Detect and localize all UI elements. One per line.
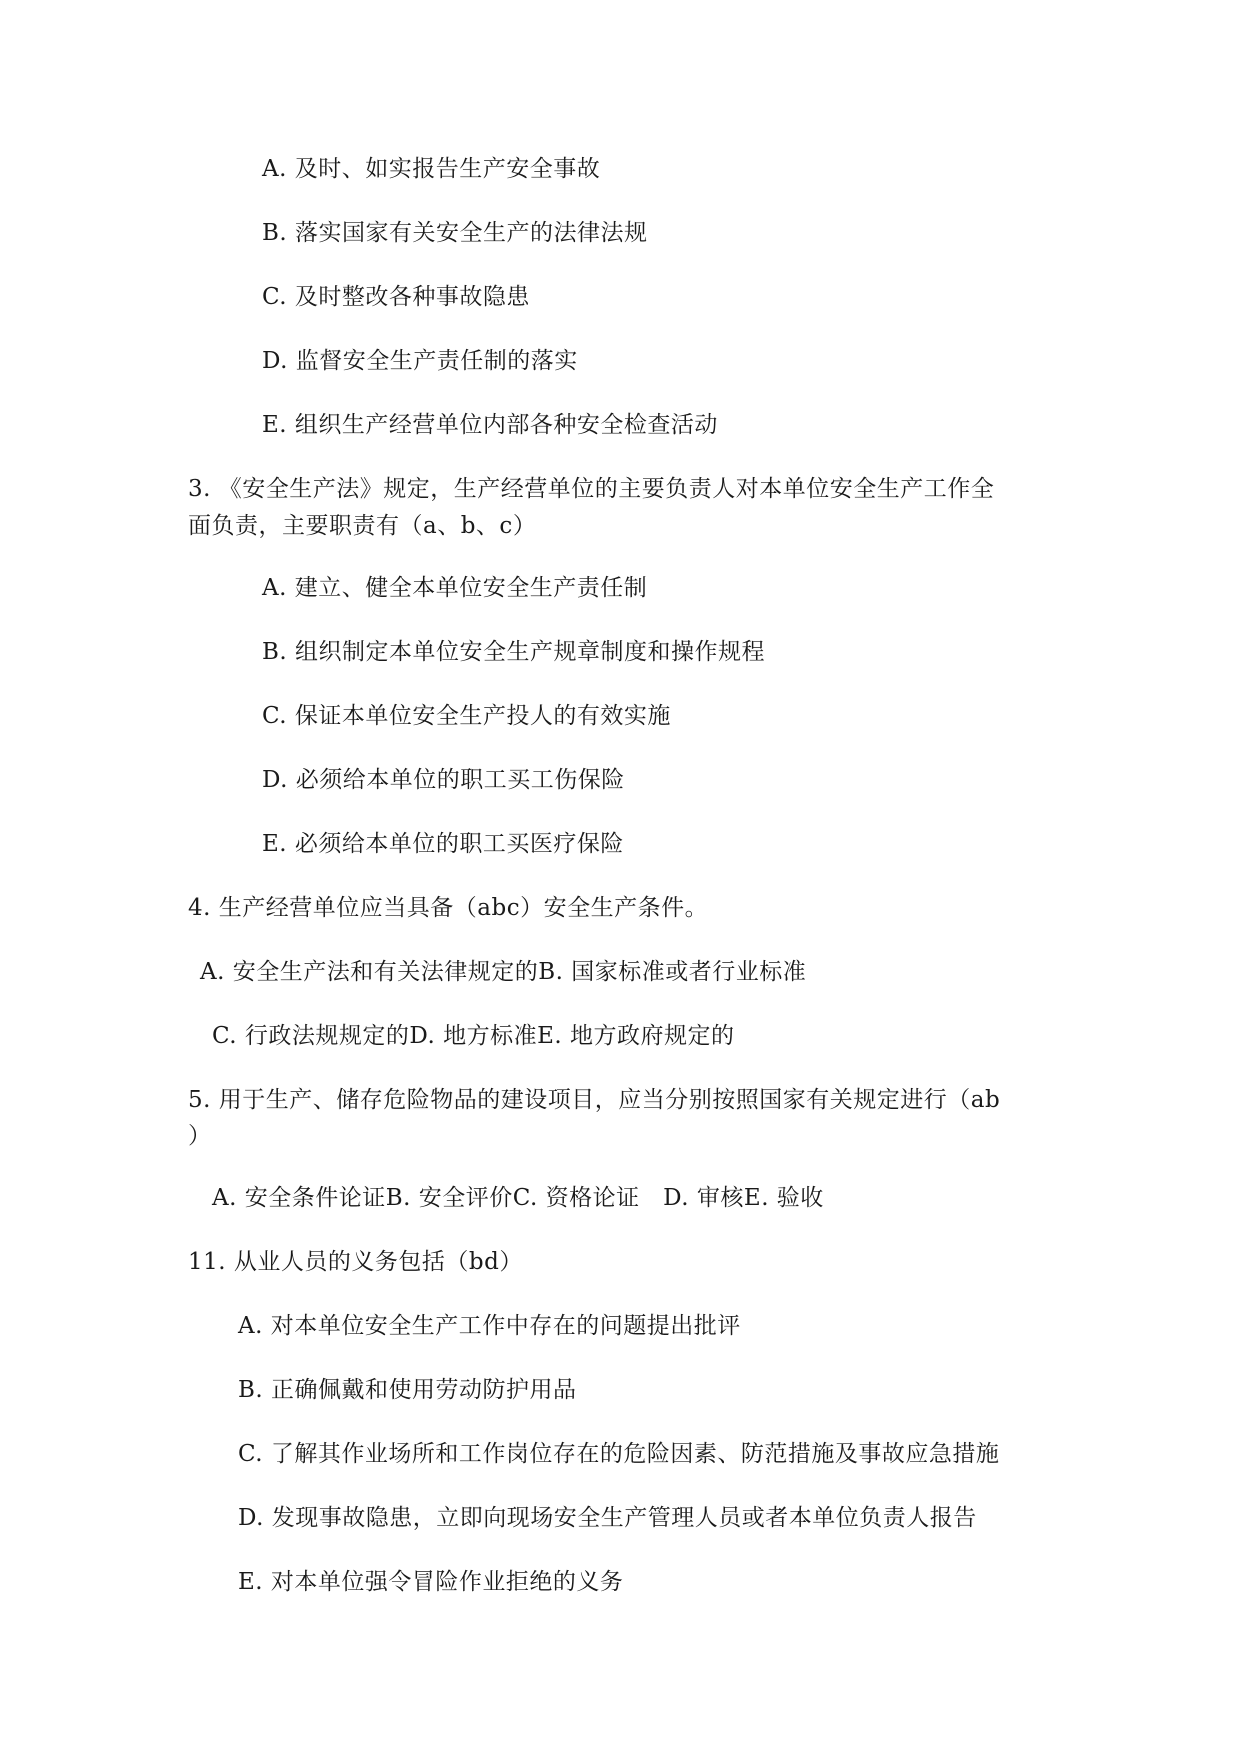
question-3-stem: 3. 《安全生产法》规定，生产经营单位的主要负责人对本单位安全生产工作全 xyxy=(188,476,995,502)
question-4-options-line1: A. 安全生产法和有关法律规定的B. 国家标准或者行业标准 xyxy=(200,959,807,985)
question-3-option-d: D. 必须给本单位的职工买工伤保险 xyxy=(262,767,625,793)
question-11-option-d: D. 发现事故隐患，立即向现场安全生产管理人员或者本单位负责人报告 xyxy=(238,1505,977,1531)
question-11-option-c: C. 了解其作业场所和工作岗位存在的危险因素、防范措施及事故应急措施 xyxy=(238,1441,1000,1467)
option-d: D. 监督安全生产责任制的落实 xyxy=(262,348,578,374)
option-e: E. 组织生产经营单位内部各种安全检查活动 xyxy=(262,412,718,438)
question-11-option-e: E. 对本单位强令冒险作业拒绝的义务 xyxy=(238,1569,624,1595)
question-11-stem: 11. 从业人员的义务包括（bd） xyxy=(188,1249,523,1275)
option-b: B. 落实国家有关安全生产的法律法规 xyxy=(262,220,648,246)
question-11-option-b: B. 正确佩戴和使用劳动防护用品 xyxy=(238,1377,577,1403)
question-4-options-line2: C. 行政法规规定的D. 地方标准E. 地方政府规定的 xyxy=(212,1023,735,1049)
question-3-stem-cont: 面负责，主要职责有（a、b、c） xyxy=(188,513,537,539)
question-11-option-a: A. 对本单位安全生产工作中存在的问题提出批评 xyxy=(238,1313,741,1339)
question-5-stem-cont: ） xyxy=(188,1123,212,1149)
question-4-stem: 4. 生产经营单位应当具备（abc）安全生产条件。 xyxy=(188,895,709,921)
question-3-option-a: A. 建立、健全本单位安全生产责任制 xyxy=(262,575,648,601)
option-c: C. 及时整改各种事故隐患 xyxy=(262,284,530,310)
question-3-option-b: B. 组织制定本单位安全生产规章制度和操作规程 xyxy=(262,639,766,665)
question-3-option-c: C. 保证本单位安全生产投人的有效实施 xyxy=(262,703,671,729)
option-a: A. 及时、如实报告生产安全事故 xyxy=(262,156,601,182)
question-3-option-e: E. 必须给本单位的职工买医疗保险 xyxy=(262,831,624,857)
question-5-options: A. 安全条件论证B. 安全评价C. 资格论证 D. 审核E. 验收 xyxy=(212,1185,824,1211)
question-5-stem: 5. 用于生产、储存危险物品的建设项目，应当分别按照国家有关规定进行（ab xyxy=(188,1087,1001,1113)
